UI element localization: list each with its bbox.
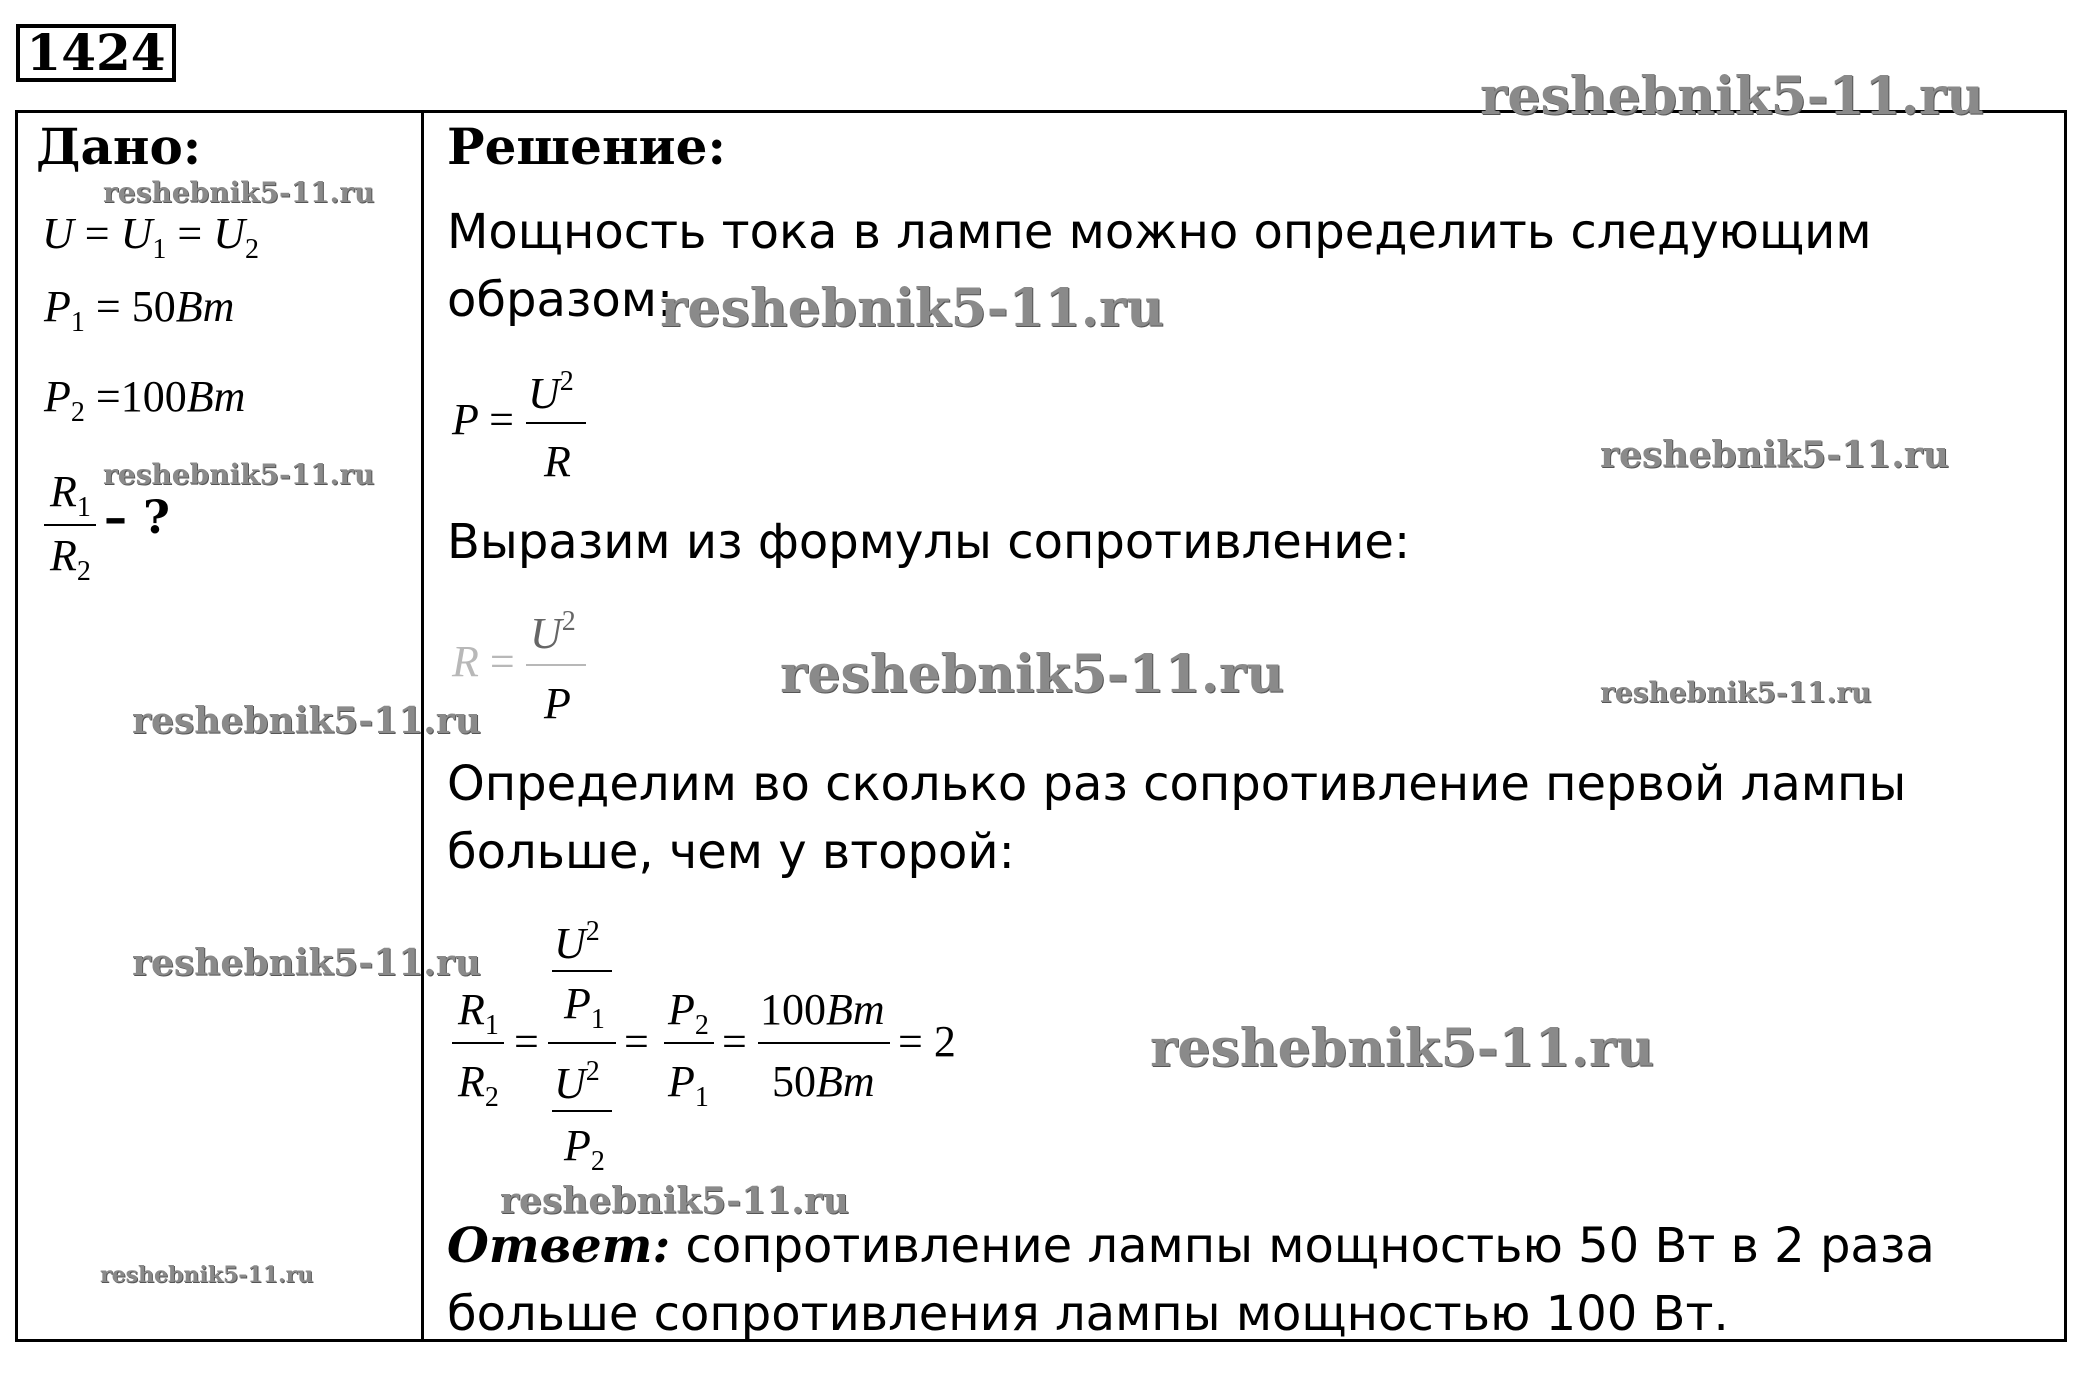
given-power-2: $P_2 =100Bm$ — [44, 372, 246, 428]
solution-text-3a: Определим во сколько раз сопротивление первой лампы — [447, 756, 1907, 812]
watermark: reshebnik5-11.ru — [1150, 1018, 1655, 1079]
solution-text-3b: больше, чем у второй: — [447, 824, 1015, 880]
watermark: reshebnik5-11.ru — [1600, 676, 1872, 709]
given-find-ratio: $R_1$ $R_2$ — [44, 470, 104, 590]
given-heading: Дано: — [36, 117, 202, 176]
solution-text-2: Выразим из формулы сопротивление: — [447, 514, 1411, 570]
given-voltage-equation: $U = U_1 = U_2$ — [42, 209, 259, 265]
watermark: reshebnik5-11.ru — [103, 176, 375, 209]
watermark: reshebnik5-11.ru — [100, 1262, 314, 1288]
ratio-formula: $R_1$ $R_2$ = $U^2$ $P_1$ $U^2$ $P_2$ = $P_2$ $P_1$ = 100Bm 50Bm = 2 — [452, 910, 972, 1190]
watermark: reshebnik5-11.ru — [660, 278, 1165, 339]
answer-line-1: Ответ: сопротивление лампы мощностью 50 Вт в 2 раза — [447, 1218, 1935, 1274]
given-power-1: $P_1 = 50Bm$ — [44, 282, 235, 338]
watermark: reshebnik5-11.ru — [132, 942, 481, 984]
answer-line-2: больше сопротивления лампы мощностью 100 Вт. — [447, 1286, 1729, 1342]
answer-label: Ответ: — [447, 1218, 671, 1274]
power-formula: P = $U^2$ R — [452, 360, 612, 490]
problem-number: 1424 — [16, 24, 176, 82]
watermark: reshebnik5-11.ru — [780, 644, 1285, 705]
resistance-formula: R = $U^2$ P — [452, 600, 612, 730]
solution-text-1b: образом: — [447, 272, 674, 328]
watermark: reshebnik5-11.ru — [132, 700, 481, 742]
watermark: reshebnik5-11.ru — [1600, 434, 1949, 476]
watermark: reshebnik5-11.ru — [500, 1180, 849, 1222]
watermark: reshebnik5-11.ru — [103, 458, 375, 491]
given-find-question: – ? — [104, 490, 170, 544]
watermark: reshebnik5-11.ru — [1480, 66, 1985, 127]
solution-text-1a: Мощность тока в лампе можно определить следующим — [447, 204, 1872, 260]
solution-heading: Решение: — [447, 117, 726, 176]
